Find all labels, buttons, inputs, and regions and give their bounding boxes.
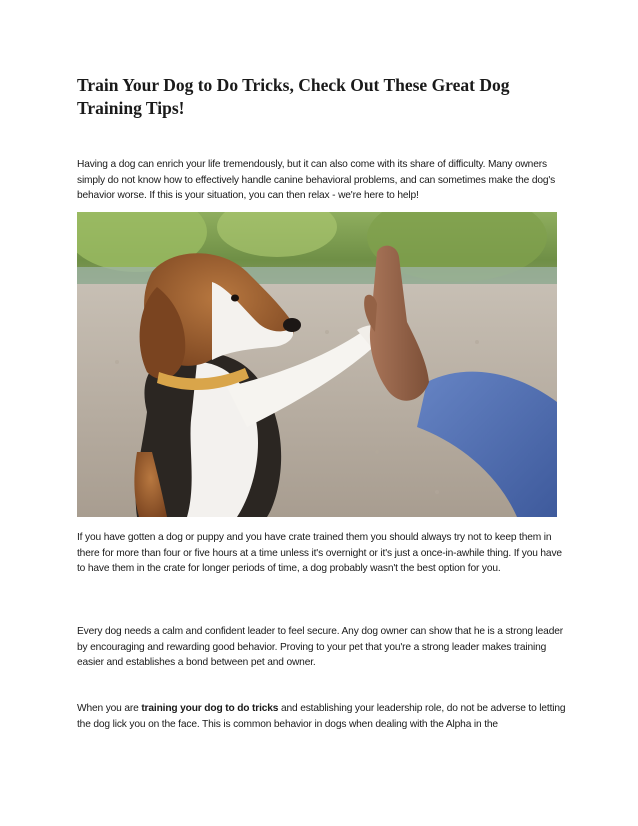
tricks-paragraph-end: and establishing your leadership role, do not be adverse to letting the dog lick you on the face. This is common behavior in dogs when dealing with the Alpha in the xyxy=(77,703,566,730)
leadership-paragraph: Every dog needs a calm and confident leader to feel secure. Any dog owner can show that he is a strong leader by encouraging and rewarding good behavior. Proving to your pet that you're a strong leader makes training easier and establishes a bond between pet and owner. xyxy=(77,626,563,668)
crate-training-paragraph: If you have gotten a dog or puppy and you have crate trained them you should always try not to keep them in there for more than four or five hours at a time unless it's overnight or it's just a once-in-awhile thing. If you have to have them in the crate for longer periods of time, a dog probably wasn't the best option for you. xyxy=(77,532,562,574)
tricks-paragraph xyxy=(77,701,567,732)
article-title: Train Your Dog to Do Tricks, Check Out These Great Dog Training Tips! xyxy=(77,75,510,118)
training-tricks-link[interactable]: training your dog to do tricks xyxy=(141,703,279,714)
tricks-paragraph-start: When you are xyxy=(77,703,142,714)
beagle-high-five-photo xyxy=(77,212,557,517)
intro-paragraph: Having a dog can enrich your life tremendously, but it can also come with its share of difficulty. Many owners simply do not know how to effectively handle canine behavioral problems, and can sometimes make the dog's behavior worse. If this is your situation, you can then relax - we're here to help! xyxy=(77,159,556,201)
